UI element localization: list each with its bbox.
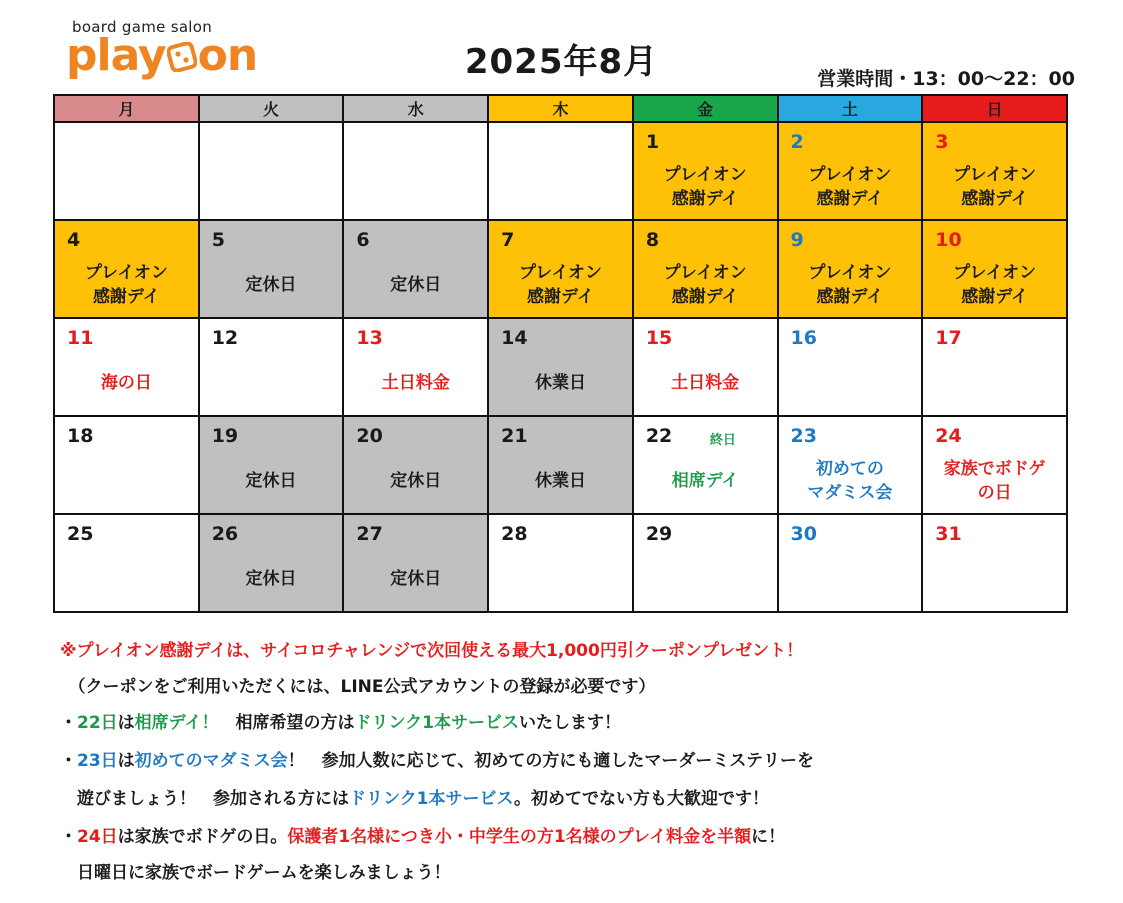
calendar-day-cell: [778, 122, 923, 220]
day-event: プレイオン 感謝デイ: [953, 165, 1037, 209]
day-event: 定休日: [390, 275, 442, 295]
day-event: プレイオン 感謝デイ: [518, 263, 602, 307]
day-event: 定休日: [245, 569, 297, 589]
calendar-day-cell: [343, 122, 488, 220]
calendar-day-cell: [488, 318, 633, 416]
weekday-header: 日: [922, 95, 1067, 122]
day-number: 3: [935, 131, 949, 153]
note-line: [60, 862, 451, 884]
calendar-day-cell: [54, 122, 199, 220]
day-number: 1: [645, 131, 660, 153]
calendar-day-cell: [488, 220, 633, 318]
day-event: プレイオン 感謝デイ: [84, 263, 168, 307]
weekday-header: 火: [199, 95, 344, 122]
calendar-week-row: [54, 514, 1067, 612]
day-event: プレイオン 感謝デイ: [663, 263, 747, 307]
calendar-day-cell: [488, 514, 633, 612]
day-number: 10: [935, 229, 962, 251]
note-segment: ドリンク1本サービス: [354, 713, 519, 733]
note-segment: 初めてのマダミス会: [134, 751, 288, 771]
day-number: 19: [211, 425, 239, 447]
note-segment: 保護者1名様につき小・中学生の方1名様のプレイ料金を半額: [287, 827, 752, 847]
note-segment: いたします！: [518, 713, 621, 733]
day-number: 8: [645, 229, 660, 251]
calendar-day-cell: [633, 220, 778, 318]
note-segment: に！: [751, 827, 786, 847]
weekday-header: 土: [778, 95, 923, 122]
calendar-day-cell: [343, 514, 488, 612]
calendar-day-cell: [633, 416, 778, 514]
note-segment: 24日: [77, 827, 118, 847]
calendar-day-cell: [778, 318, 923, 416]
note-segment: ・: [60, 713, 77, 733]
note-segment: ！ 参加人数に応じて、初めての方にも適したマーダーミステリーを: [287, 751, 814, 771]
day-event: 家族でボドゲ の日: [943, 459, 1046, 503]
note-segment: 。初めてでない方も大歓迎です！: [514, 789, 769, 809]
logo-wordmark-left: play: [66, 30, 166, 81]
calendar-table: [53, 94, 1068, 613]
calendar-day-cell: [922, 122, 1067, 220]
weekday-header: 水: [343, 95, 488, 122]
page-title: 2025年8月: [464, 42, 659, 82]
day-number: 17: [935, 327, 962, 349]
day-number: 18: [67, 425, 94, 447]
note-line: [60, 750, 814, 772]
calendar-day-cell: [343, 416, 488, 514]
note-line: [60, 712, 621, 734]
weekday-header: 月: [54, 95, 199, 122]
day-event: 休業日: [534, 471, 586, 491]
note-segment: ・: [60, 827, 77, 847]
day-number: 24: [935, 425, 962, 447]
day-event: 定休日: [245, 275, 297, 295]
weekday-header: 金: [633, 95, 778, 122]
day-number: 30: [790, 523, 817, 545]
calendar-day-cell: [922, 514, 1067, 612]
day-number: 14: [501, 327, 528, 349]
day-number: 31: [935, 523, 962, 545]
calendar-day-cell: [922, 416, 1067, 514]
calendar-day-cell: [778, 416, 923, 514]
calendar-day-cell: [199, 318, 344, 416]
note-segment: 日曜日に家族でボードゲームを楽しみましょう！: [60, 863, 451, 883]
day-number: 16: [790, 327, 817, 349]
note-segment: 23日: [77, 751, 118, 771]
day-number: 5: [211, 229, 225, 251]
calendar-body: [54, 122, 1067, 612]
day-number: 11: [67, 327, 94, 349]
weekday-header: 木: [488, 95, 633, 122]
note-segment: ドリンク1本サービス: [349, 789, 514, 809]
note-segment: ・: [60, 751, 77, 771]
note-segment: 相席デイ！: [134, 713, 219, 733]
day-number: 13: [356, 327, 383, 349]
day-number: 9: [790, 229, 804, 251]
day-event: 土日料金: [381, 373, 450, 393]
business-hours: 営業時間・13：00〜22：00: [817, 68, 1075, 90]
calendar-day-cell: [778, 514, 923, 612]
calendar-day-cell: [199, 514, 344, 612]
day-event: 初めての マダミス会: [807, 459, 893, 503]
day-event: 定休日: [390, 569, 442, 589]
day-number: 4: [67, 229, 81, 251]
logo-subtitle: board game salon: [72, 18, 213, 36]
note-segment: は家族でボドゲの日。: [117, 827, 288, 847]
note-segment: 遊びましょう！ 参加される方には: [60, 789, 349, 809]
calendar-day-cell: [488, 122, 633, 220]
note-segment: 22日: [77, 713, 118, 733]
calendar-day-cell: [922, 220, 1067, 318]
calendar-day-cell: [633, 514, 778, 612]
day-number: 7: [501, 229, 515, 251]
day-event: 海の日: [100, 373, 152, 393]
note-line: [60, 640, 803, 662]
day-number: 26: [211, 523, 239, 545]
note-line: [60, 788, 769, 810]
day-note: 終日: [709, 433, 736, 448]
day-event: 休業日: [534, 373, 586, 393]
calendar-day-cell: [54, 514, 199, 612]
note-line: [60, 676, 655, 698]
calendar-day-cell: [199, 220, 344, 318]
calendar-day-cell: [922, 318, 1067, 416]
note-line: [60, 826, 785, 848]
day-number: 20: [356, 425, 383, 447]
calendar-day-cell: [633, 318, 778, 416]
day-event: プレイオン 感謝デイ: [808, 165, 892, 209]
calendar-day-cell: [633, 122, 778, 220]
calendar-week-row: [54, 220, 1067, 318]
calendar-day-cell: [199, 416, 344, 514]
day-number: 12: [211, 327, 239, 349]
calendar-week-row: [54, 318, 1067, 416]
day-number: 27: [356, 523, 383, 545]
note-segment: 相席希望の方は: [218, 713, 355, 733]
note-segment: ※プレイオン感謝デイは、サイコロチャレンジで次回使える最大1,000円引クーポンプレゼント！: [60, 641, 804, 661]
day-number: 2: [790, 131, 804, 153]
day-number: 15: [645, 327, 673, 349]
day-event: 土日料金: [671, 373, 740, 393]
day-event: 定休日: [390, 471, 442, 491]
day-number: 29: [645, 523, 673, 545]
logo-wordmark-right: on: [197, 30, 258, 81]
day-event: プレイオン 感謝デイ: [808, 263, 892, 307]
day-event: 定休日: [245, 471, 297, 491]
day-number: 22: [645, 425, 673, 447]
day-event: プレイオン 感謝デイ: [663, 165, 747, 209]
calendar-day-cell: [54, 220, 199, 318]
note-segment: は: [117, 713, 135, 733]
calendar-day-cell: [488, 416, 633, 514]
calendar-day-cell: [54, 416, 199, 514]
calendar-week-row: [54, 122, 1067, 220]
day-number: 25: [67, 523, 94, 545]
calendar-day-cell: [199, 122, 344, 220]
day-event: プレイオン 感謝デイ: [953, 263, 1037, 307]
note-segment: は: [117, 751, 135, 771]
weekday-header-row: [54, 95, 1067, 122]
day-number: 23: [790, 425, 817, 447]
day-number: 6: [356, 229, 370, 251]
day-number: 21: [501, 425, 528, 447]
day-event: 相席デイ: [671, 471, 739, 491]
calendar-week-row: [54, 416, 1067, 514]
calendar-day-cell: [343, 318, 488, 416]
note-segment: （クーポンをご利用いただくには、LINE公式アカウントの登録が必要です）: [60, 677, 656, 697]
day-number: 28: [501, 523, 528, 545]
calendar-day-cell: [54, 318, 199, 416]
calendar-day-cell: [778, 220, 923, 318]
calendar-day-cell: [343, 220, 488, 318]
